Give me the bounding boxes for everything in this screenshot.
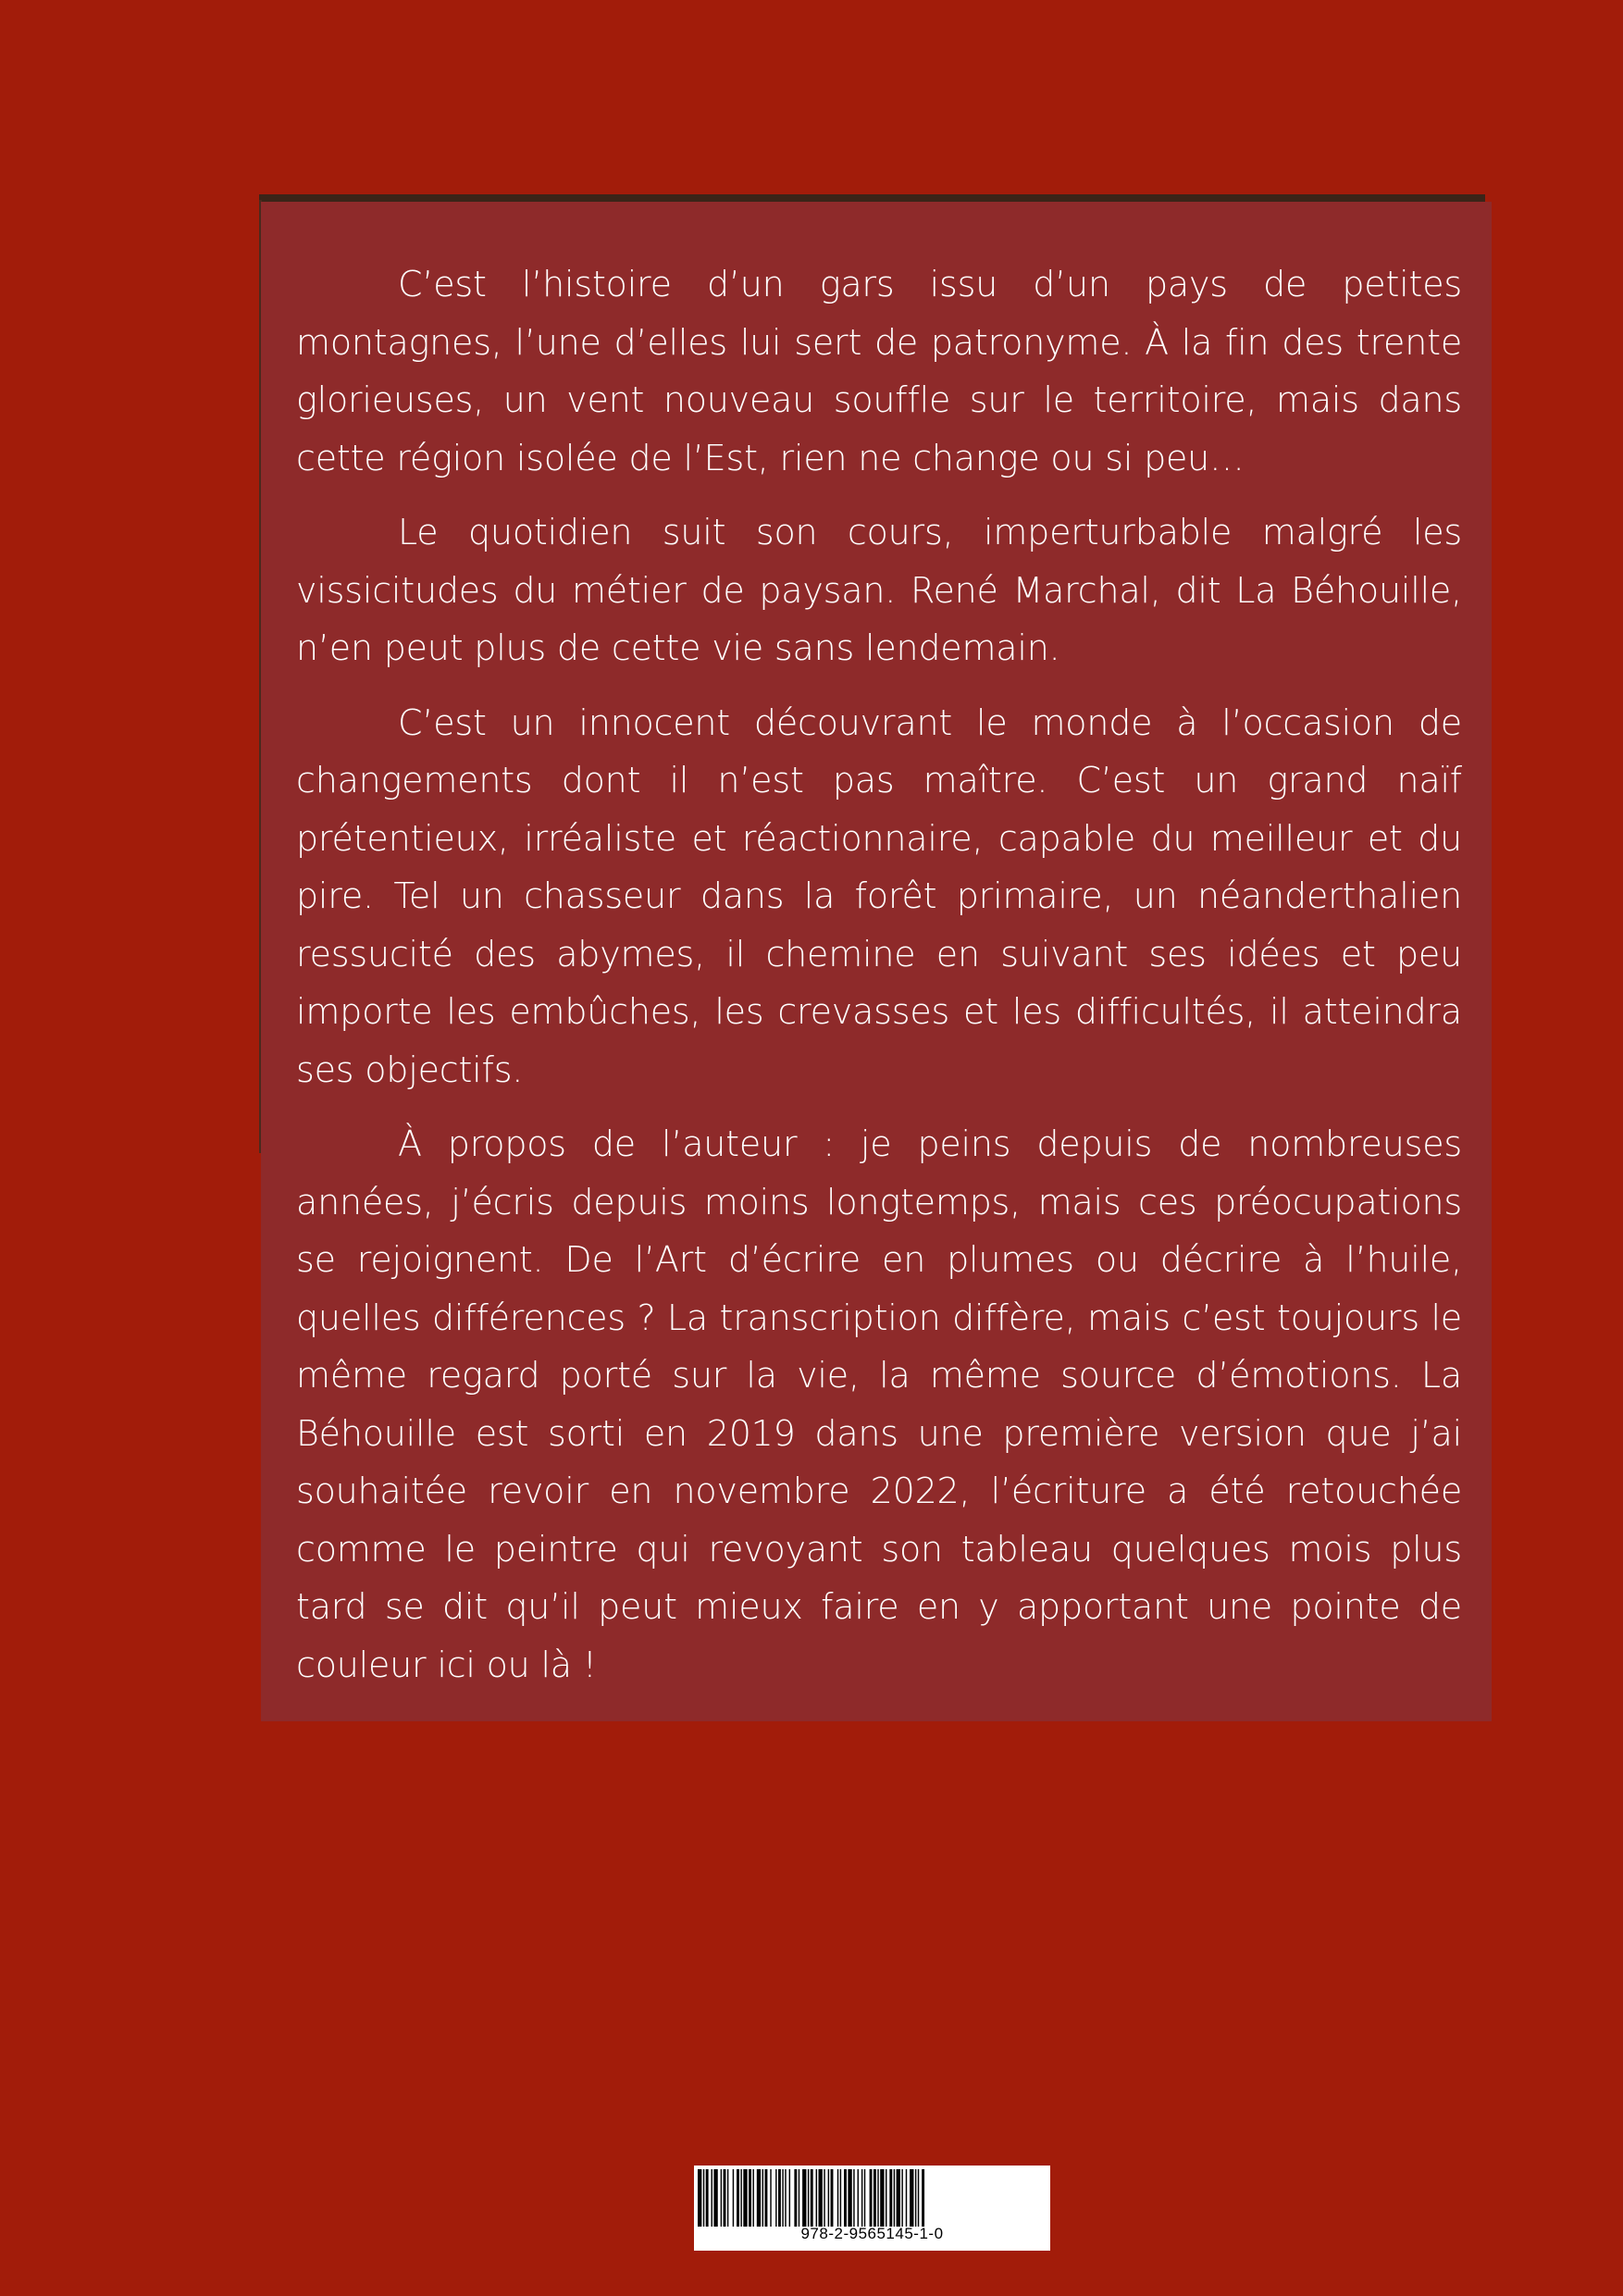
- barcode-bar: [831, 2169, 834, 2227]
- barcode-bar: [770, 2169, 771, 2227]
- barcode-bar: [897, 2169, 900, 2227]
- barcode-bar: [816, 2169, 817, 2227]
- barcode-bar: [733, 2169, 734, 2227]
- barcode-bar: [870, 2169, 873, 2227]
- barcode-bar: [721, 2169, 722, 2227]
- barcode-bar: [828, 2169, 829, 2227]
- barcode-bar: [752, 2169, 753, 2227]
- barcode-bar: [808, 2169, 809, 2227]
- barcode-bar: [802, 2169, 806, 2227]
- barcode-bar: [775, 2169, 776, 2227]
- barcode-bar: [819, 2169, 823, 2227]
- barcode-bar: [749, 2169, 751, 2227]
- barcode-bar: [785, 2169, 786, 2227]
- barcode-bar: [757, 2169, 761, 2227]
- blurb-paragraph-2: Le quotidien suit son cours, imperturbable malgré les vissicitudes du métier de paysan. René Marchal, dit La Béhouille, n’en peut plus de cette vie sans lendemain.: [296, 512, 1462, 668]
- barcode-bar: [794, 2169, 797, 2227]
- barcode-bar: [915, 2169, 916, 2227]
- barcode-bar: [894, 2169, 895, 2227]
- barcode-bar: [778, 2169, 781, 2227]
- barcode-bar: [811, 2169, 813, 2227]
- blurb-panel: [261, 202, 1492, 1721]
- barcode-bar: [713, 2169, 717, 2227]
- barcode-bar: [858, 2169, 859, 2227]
- blurb-paragraph-1: C’est l’histoire d’un gars issu d’un pays de petites montagnes, l’une d’elles lui sert de patronyme. À la fin des trente glorieuses, un vent nouveau souffle sur le territoire, mais dans cette région isolée de l’Est, rien ne change ou si peu…: [296, 264, 1462, 478]
- barcode-bar: [724, 2169, 726, 2227]
- barcode-bar: [861, 2169, 862, 2227]
- barcode-bar: [873, 2169, 876, 2227]
- about-author-paragraph: À propos de l’auteur : je peins depuis de nombreuses années, j’écris depuis moins longtemps, mais ces préocupations se rejoignent. De l’Art d’écrire en plumes ou décrire à l’huile, quelles différences ? La transcription diffère, mais c’est toujours le même regard porté sur la vie, la même source d’émotions. La Béhouille est sorti en 2019 dans une première version que j’ai souhaitée revoir en novembre 2022, l’écriture a été retouchée comme le peintre qui revoyant son tableau quelques mois plus tard se dit qu’il peut mieux faire en y apportant une pointe de couleur ici ou là !: [296, 1123, 1462, 1685]
- barcode-bar: [889, 2169, 892, 2227]
- barcode-bar: [901, 2169, 902, 2227]
- barcode-bar: [918, 2169, 919, 2227]
- barcode-bar: [727, 2169, 728, 2227]
- barcode-bar: [837, 2169, 838, 2227]
- barcode-bar: [853, 2169, 854, 2227]
- barcode-bar: [922, 2169, 924, 2227]
- barcode-bar: [698, 2169, 701, 2227]
- barcode-bar: [906, 2169, 907, 2227]
- barcode-bar: [840, 2169, 841, 2227]
- barcode-bar: [877, 2169, 878, 2227]
- barcode-bar: [765, 2169, 768, 2227]
- barcode-bars: [698, 2169, 1047, 2227]
- barcode-bar: [848, 2169, 851, 2227]
- top-rule: [259, 194, 1485, 202]
- barcode-bar: [703, 2169, 704, 2227]
- barcode-bar: [762, 2169, 763, 2227]
- barcode-bar: [737, 2169, 739, 2227]
- blurb-paragraph-3: C’est un innocent découvrant le monde à l’occasion de changements dont il n’est pas maître. C’est un grand naïf prétentieux, irréaliste et réactionnaire, capable du meilleur et du pire. Tel un chasseur dans la forêt primaire, un néanderthalien ressucité des abymes, il chemine en suivant ses idées et peu importe les embûches, les crevasses et les difficultés, il atteindra ses objectifs.: [296, 701, 1462, 1090]
- barcode-bar: [864, 2169, 865, 2227]
- barcode-bar: [782, 2169, 783, 2227]
- isbn-number: 978-2-9565145-1-0: [800, 2225, 944, 2242]
- barcode-bar: [706, 2169, 709, 2227]
- barcode-bar: [844, 2169, 847, 2227]
- barcode-bar: [740, 2169, 741, 2227]
- isbn-barcode: [694, 2166, 1050, 2251]
- barcode-bar: [743, 2169, 747, 2227]
- barcode-bar: [910, 2169, 913, 2227]
- barcode-bar: [789, 2169, 790, 2227]
- barcode-bar: [880, 2169, 884, 2227]
